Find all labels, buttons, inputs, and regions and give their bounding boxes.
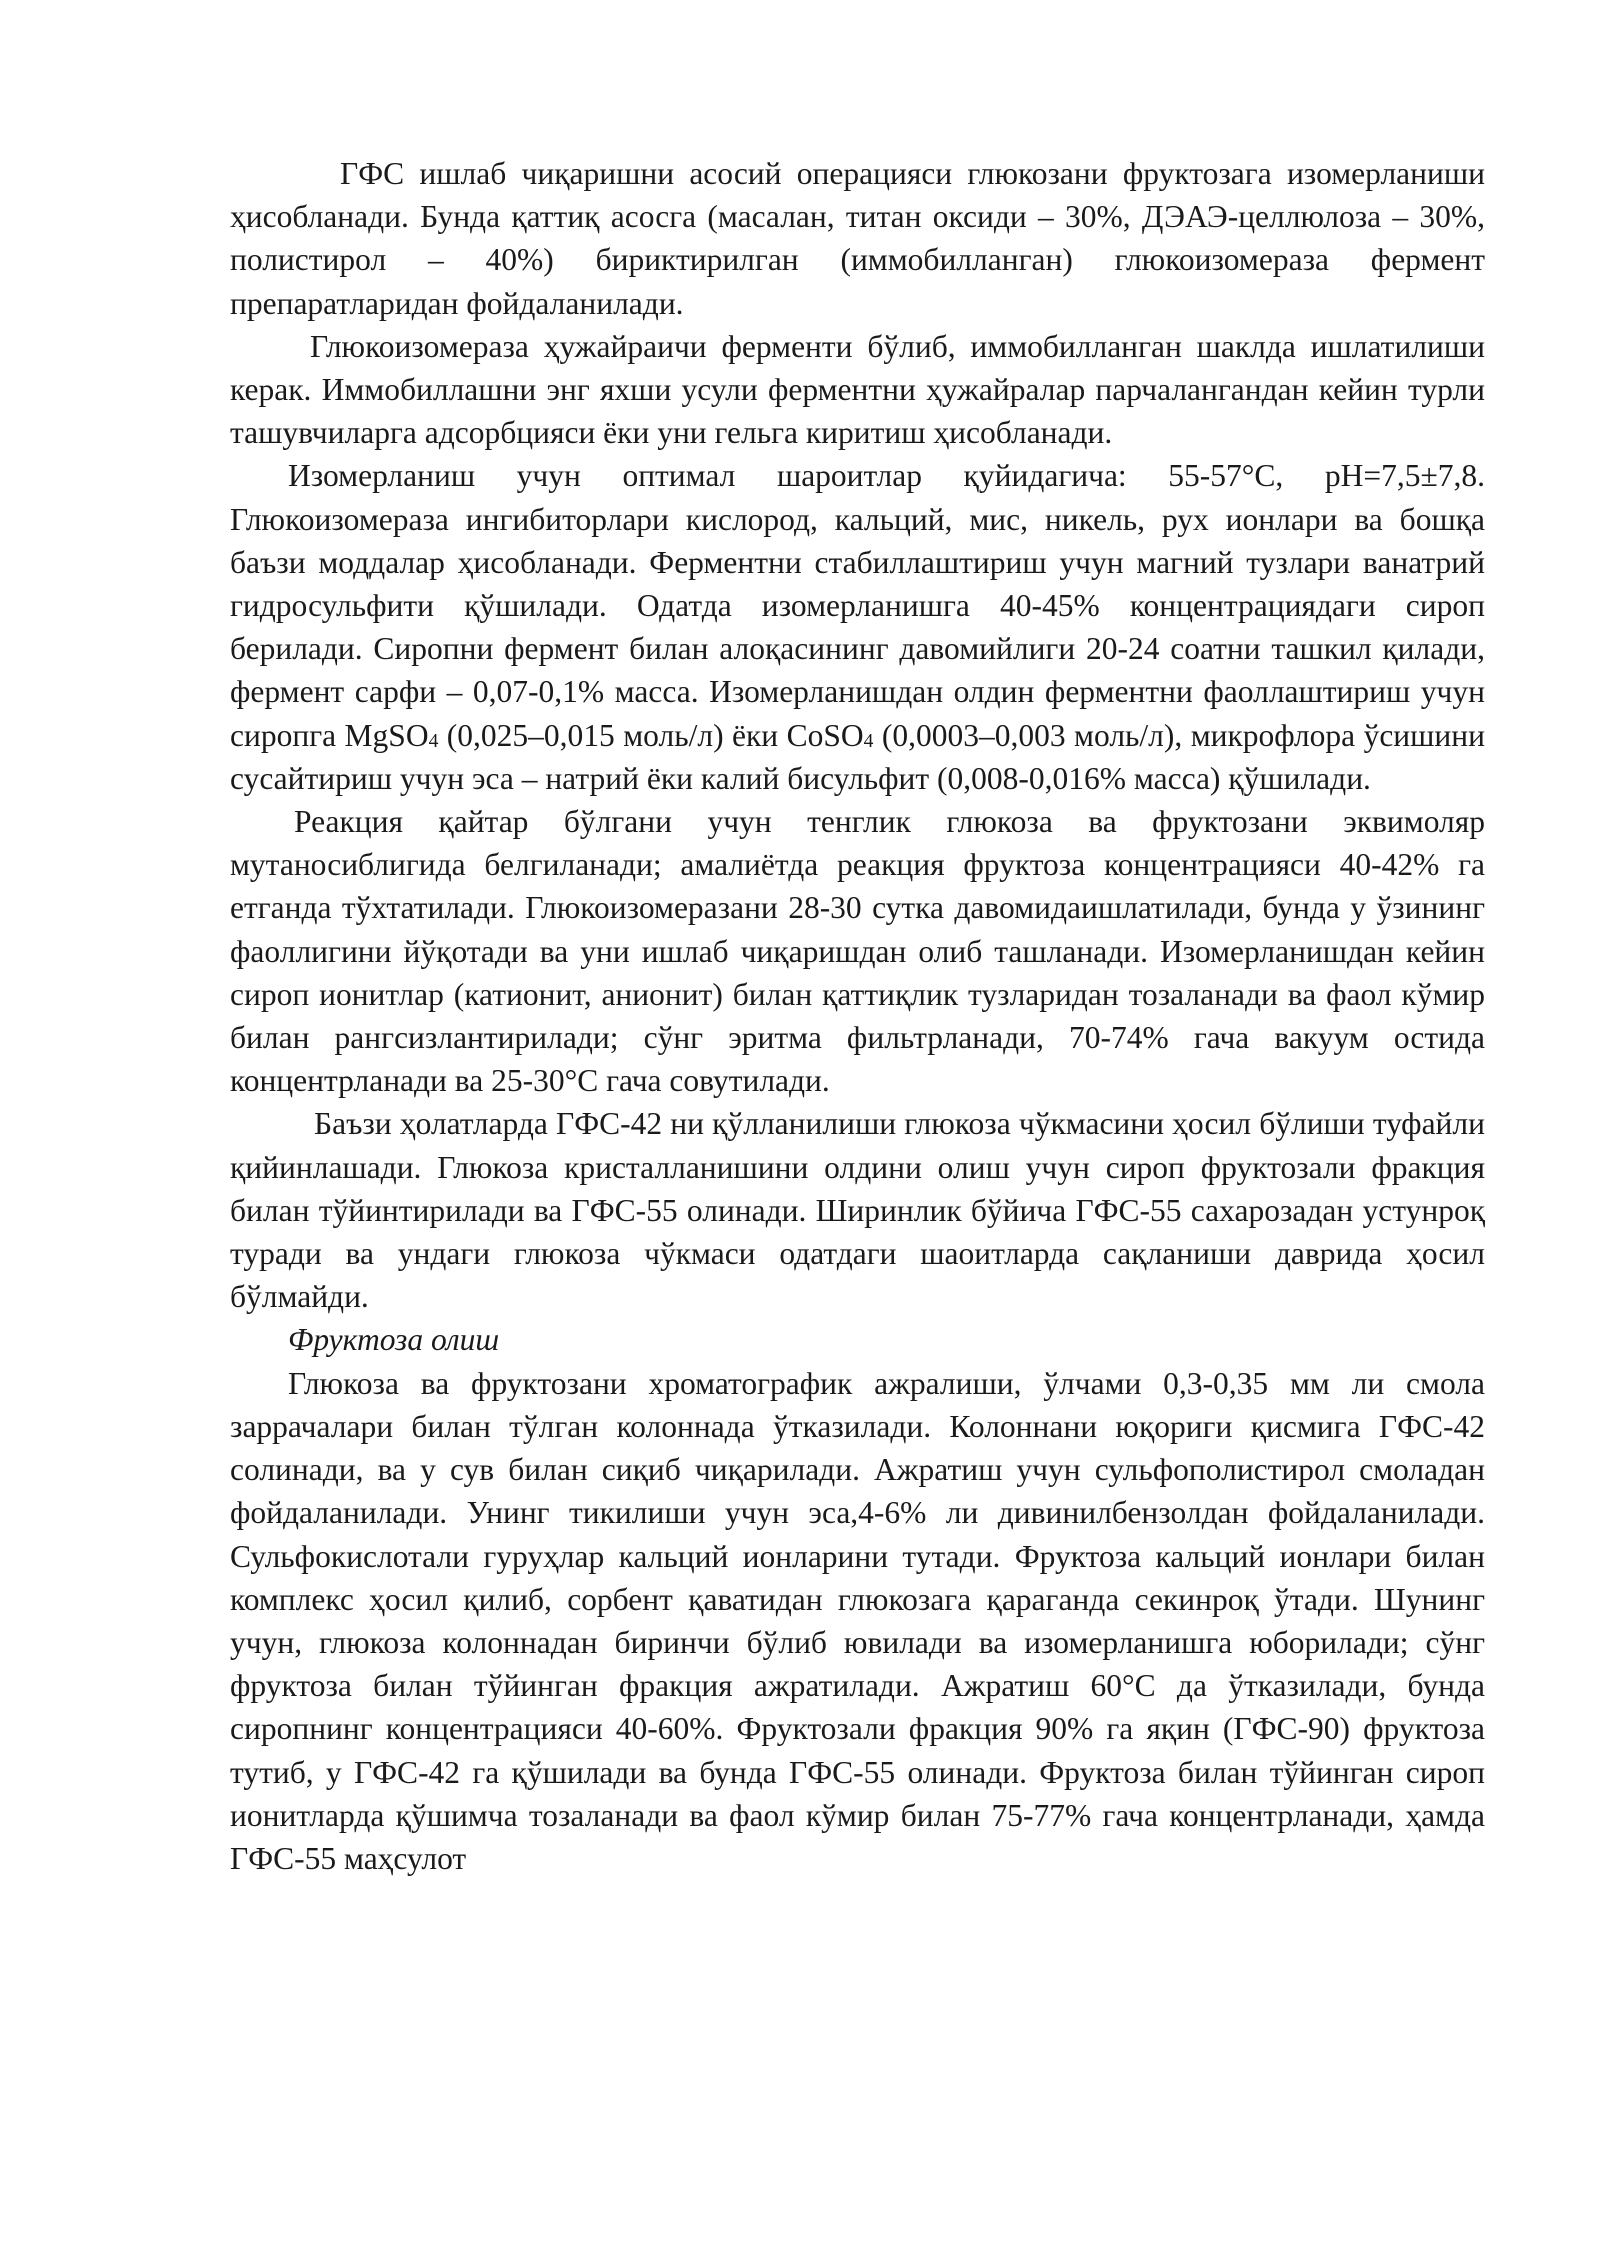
paragraph-chromatography: Глюкоза ва фруктозани хроматографик ажралиши, ўлчами 0,3-0,35 мм ли смола заррачалари билан тўлган колоннада ўтказилади. Колоннани юқориги қисмига ГФС-42 солинади, ва у сув билан сиқиб чиқарилади. Ажратиш учун сульфополистирол смоладан фойдаланилади. Унинг тикилиши учун эса,4-6% ли дивинилбензолдан фойдаланилади. Сульфокислотали гуруҳлар кальций ионларини тутади. Фруктоза кальций ионлари билан комплекс ҳосил қилиб, сорбент қаватидан глюкозага қараганда секинроқ ўтади. Шунинг учун, глюкоза колоннадан биринчи бўлиб ювилади ва изомерланишга юборилади; сўнг фруктоза билан тўйинган фракция ажратилади. Ажратиш 60°С да ўтказилади, бунда сиропнинг концентрацияси 40-60%. Фруктозали фракция 90% га яқин (ГФС-90) фруктоза тутиб, у ГФС-42 га қўшилади ва бунда ГФС-55 олинади. Фруктоза билан тўйинган сироп ионитларда қўшимча тозаланади ва фаол кўмир билан 75-77% гача концентрланади, ҳамда ГФС-55 маҳсулот (230, 1365, 1485, 1876)
paragraph-gfs-production: ГФС ишлаб чиқаришни асосий операцияси глюкозани фруктозага изомерланиши ҳисобланади. Бунда қаттиқ асосга (масалан, титан оксиди – 30%, ДЭАЭ-целлюлоза – 30%, полистирол – 40%) бириктирилган (иммобилланган) глюкоизомераза фермент препаратларидан фойдаланилади. (230, 156, 1485, 321)
paragraph-isomerization-part2: (0,025–0,015 моль/л) ёки CoSO (438, 717, 864, 753)
document-page (230, 152, 1485, 1880)
subscript-coso4: 4 (863, 731, 874, 753)
section-heading-fructose: Фруктоза олиш (288, 1322, 500, 1358)
paragraph-reaction-equilibrium: Реакция қайтар бўлгани учун тенглик глюкоза ва фруктозани эквимоляр мутаносиблигида белгиланади; амалиётда реакция фруктоза концентрацияси 40-42% га етганда тўхтатилади. Глюкоизомеразани 28-30 сутка давомидаишлатилади, бунда у ўзининг фаоллигини йўқотади ва уни ишлаб чиқаришдан олиб ташланади. Изомерланишдан кейин сироп ионитлар (катионит, анионит) билан қаттиқлик тузларидан тозаланади ва фаол кўмир билан рангсизлантирилади; сўнг эритма фильтрланади, 70-74% гача вакуум остида концентрланади ва 25-30°С гача совутилади. (230, 804, 1485, 1099)
paragraph-isomerization-part3: (0,0003–0,003 моль/л), микрофлора ўсишини сусайтириш учун эса – натрий ёки калий бисульфит (0,008-0,016% масса) қўшилади. (230, 717, 1485, 796)
paragraph-isomerization-part1: Изомерланиш учун оптимал шароитлар қуйидагича: 55-57°С, pH=7,5±7,8. Глюкоизомераза ингибиторлари кислород, кальций, мис, никель, рух ионлари ва бошқа баъзи моддалар ҳисобланади. Ферментни стабиллаштириш учун магний тузлари ванатрий гидросульфити қўшилади. Одатда изомерланишга 40-45% концентрациядаги сироп берилади. Сиропни фермент билан алоқасининг давомийлиги 20-24 соатни ташкил қилади, фермент сарфи – 0,07-0,1% масса. Изомерланишдан олдин ферментни фаоллаштириш учун сиропга MgSO (230, 458, 1485, 753)
paragraph-glucoisomerase: Глюкоизомераза ҳужайраичи ферменти бўлиб, иммобилланган шаклда ишлатилиши керак. Иммобиллашни энг яхши усули ферментни ҳужайралар парчалангандан кейин турли ташувчиларга адсорбцияси ёки уни гельга киритиш ҳисобланади. (230, 328, 1485, 451)
paragraph-isomerization-conditions (230, 454, 1485, 800)
subscript-mgso4: 4 (428, 731, 439, 753)
paragraph-gfs55: Баъзи ҳолатларда ГФС-42 ни қўлланилиши глюкоза чўкмасини ҳосил бўлиши туфайли қийинлашади. Глюкоза кристалланишини олдини олиш учун сироп фруктозали фракция билан тўйинтирилади ва ГФС-55 олинади. Ширинлик бўйича ГФС-55 сахарозадан устунроқ туради ва ундаги глюкоза чўкмаси одатдаги шаоитларда сақланиши даврида ҳосил бўлмайди. (230, 1106, 1485, 1315)
